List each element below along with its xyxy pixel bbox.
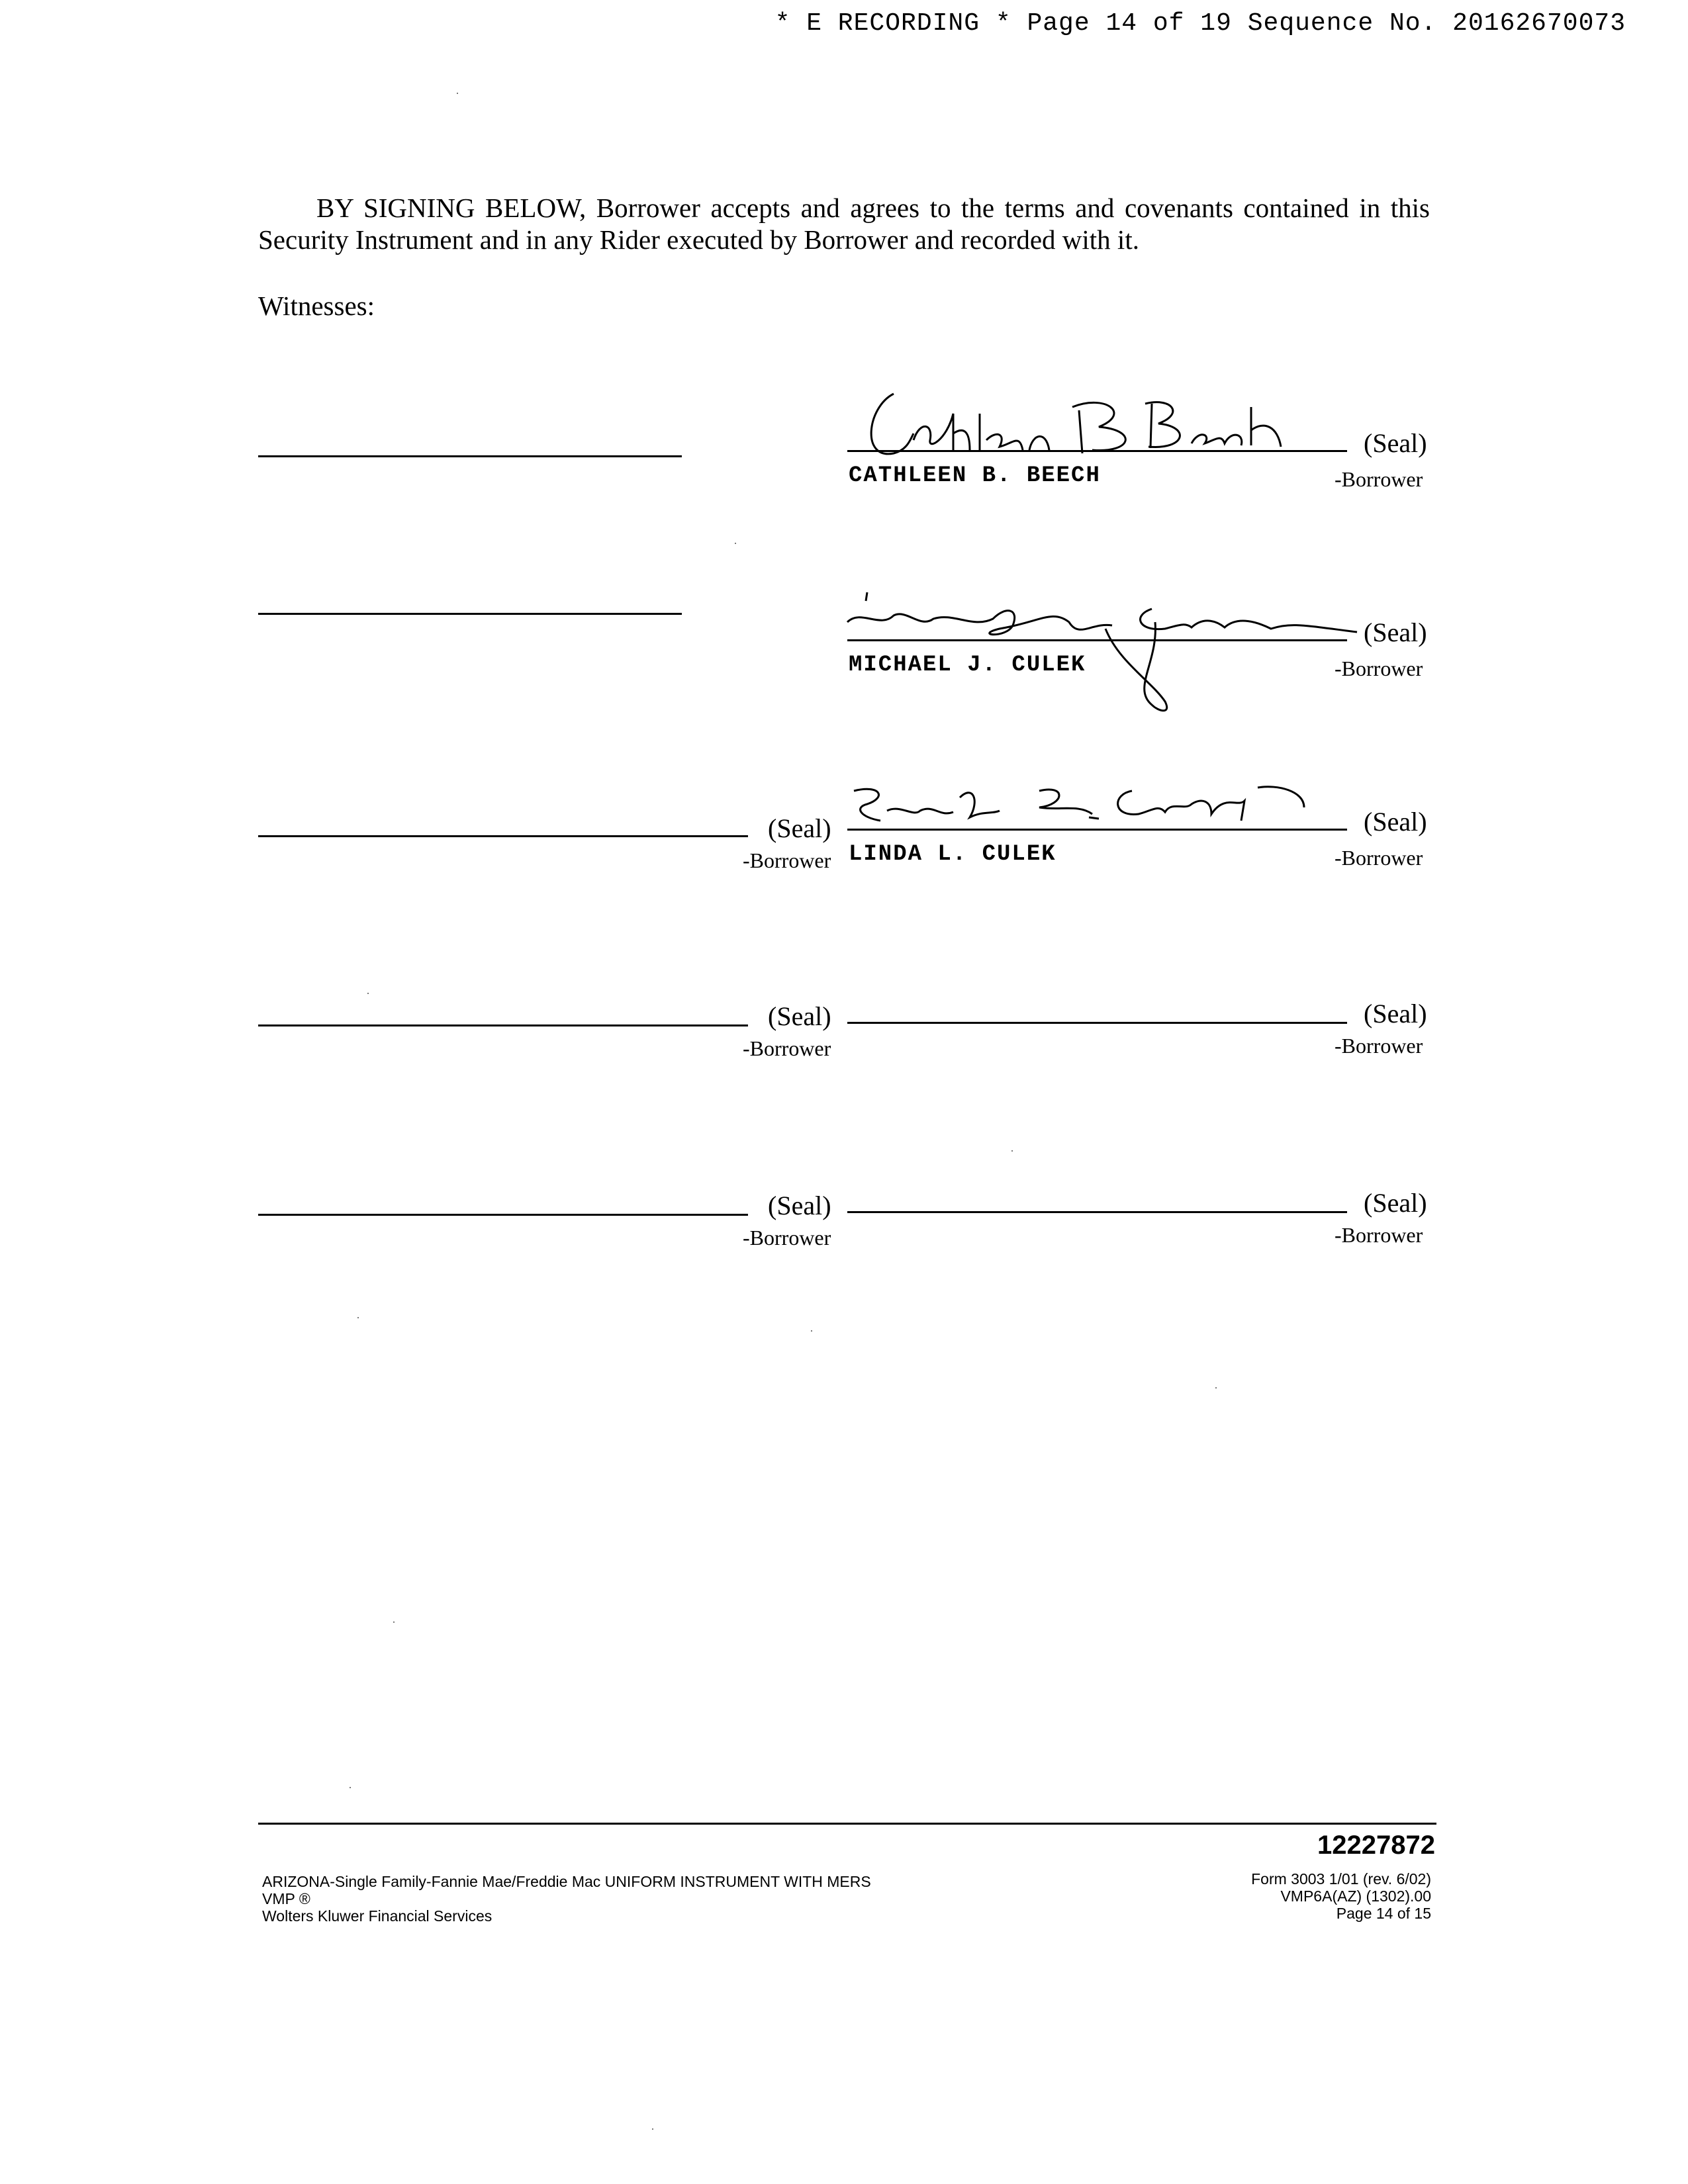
scan-speck — [652, 2128, 653, 2130]
signature-line-1 — [847, 450, 1347, 452]
signature-linda-culek — [841, 771, 1331, 850]
scan-speck — [350, 1787, 351, 1788]
form-description — [262, 1873, 871, 1925]
form-number: Form 3003 1/01 (rev. 6/02) — [1251, 1870, 1431, 1888]
signature-line-2 — [847, 639, 1347, 641]
seal-label: (Seal) — [1364, 1188, 1427, 1218]
form-version: VMP6A(AZ) (1302).00 — [1280, 1888, 1431, 1905]
witness-line-2 — [258, 613, 682, 615]
borrower-label: -Borrower — [1335, 1034, 1423, 1058]
form-page-info: Page 14 of 15 — [1336, 1905, 1431, 1922]
witnesses-label: Witnesses: — [258, 291, 375, 321]
seal-label: (Seal) — [768, 1001, 831, 1031]
borrower-label: -Borrower — [1335, 467, 1423, 491]
seal-label: (Seal) — [1364, 617, 1427, 647]
recording-header: * E RECORDING * Page 14 of 19 Sequence No. 20162670073 — [774, 9, 1626, 38]
scan-speck — [1011, 1150, 1013, 1152]
scan-speck — [367, 993, 369, 994]
seal-label: (Seal) — [1364, 999, 1427, 1028]
scan-speck — [393, 1621, 395, 1623]
scan-speck — [1215, 1387, 1217, 1388]
scan-speck — [811, 1330, 812, 1332]
signature-cathleen-beech — [854, 367, 1317, 473]
seal-label: (Seal) — [1364, 807, 1427, 837]
borrower-label: -Borrower — [1335, 657, 1423, 680]
printed-name-3: LINDA L. CULEK — [849, 842, 1056, 867]
signing-statement — [258, 192, 1430, 255]
footer-rule — [258, 1823, 1436, 1825]
form-title: ARIZONA-Single Family-Fannie Mae/Freddie Mac UNIFORM INSTRUMENT WITH MERS — [262, 1873, 871, 1890]
scan-speck — [357, 1317, 359, 1318]
borrower-label: -Borrower — [1335, 846, 1423, 870]
signature-line-3 — [847, 829, 1347, 831]
printed-name-1: CATHLEEN B. BEECH — [849, 463, 1101, 488]
signature-line-4-right — [847, 1022, 1347, 1024]
borrower-label: -Borrower — [743, 1226, 831, 1250]
printed-name-2: MICHAEL J. CULEK — [849, 653, 1086, 678]
signature-line-4-left — [258, 1024, 748, 1026]
signing-statement-text: BY SIGNING BELOW, Borrower accepts and agrees to the terms and covenants contained in this Security Instrument and in any Rider executed by Borrower and recorded with it. — [258, 193, 1430, 255]
signature-line-3-left — [258, 835, 748, 837]
loan-number: 12227872 — [1317, 1831, 1435, 1860]
seal-label: (Seal) — [1364, 428, 1427, 458]
scan-speck — [735, 543, 736, 544]
signature-line-5-right — [847, 1211, 1347, 1213]
borrower-label: -Borrower — [1335, 1223, 1423, 1247]
scan-speck — [457, 93, 458, 94]
signature-line-5-left — [258, 1214, 748, 1216]
seal-label: (Seal) — [768, 813, 831, 843]
form-publisher-code: VMP ® — [262, 1890, 310, 1907]
borrower-label: -Borrower — [743, 1036, 831, 1060]
borrower-label: -Borrower — [743, 848, 831, 872]
form-publisher: Wolters Kluwer Financial Services — [262, 1907, 492, 1925]
witness-line-1 — [258, 455, 682, 457]
signature-michael-culek — [841, 582, 1370, 715]
form-codes — [1251, 1870, 1431, 1922]
seal-label: (Seal) — [768, 1191, 831, 1220]
